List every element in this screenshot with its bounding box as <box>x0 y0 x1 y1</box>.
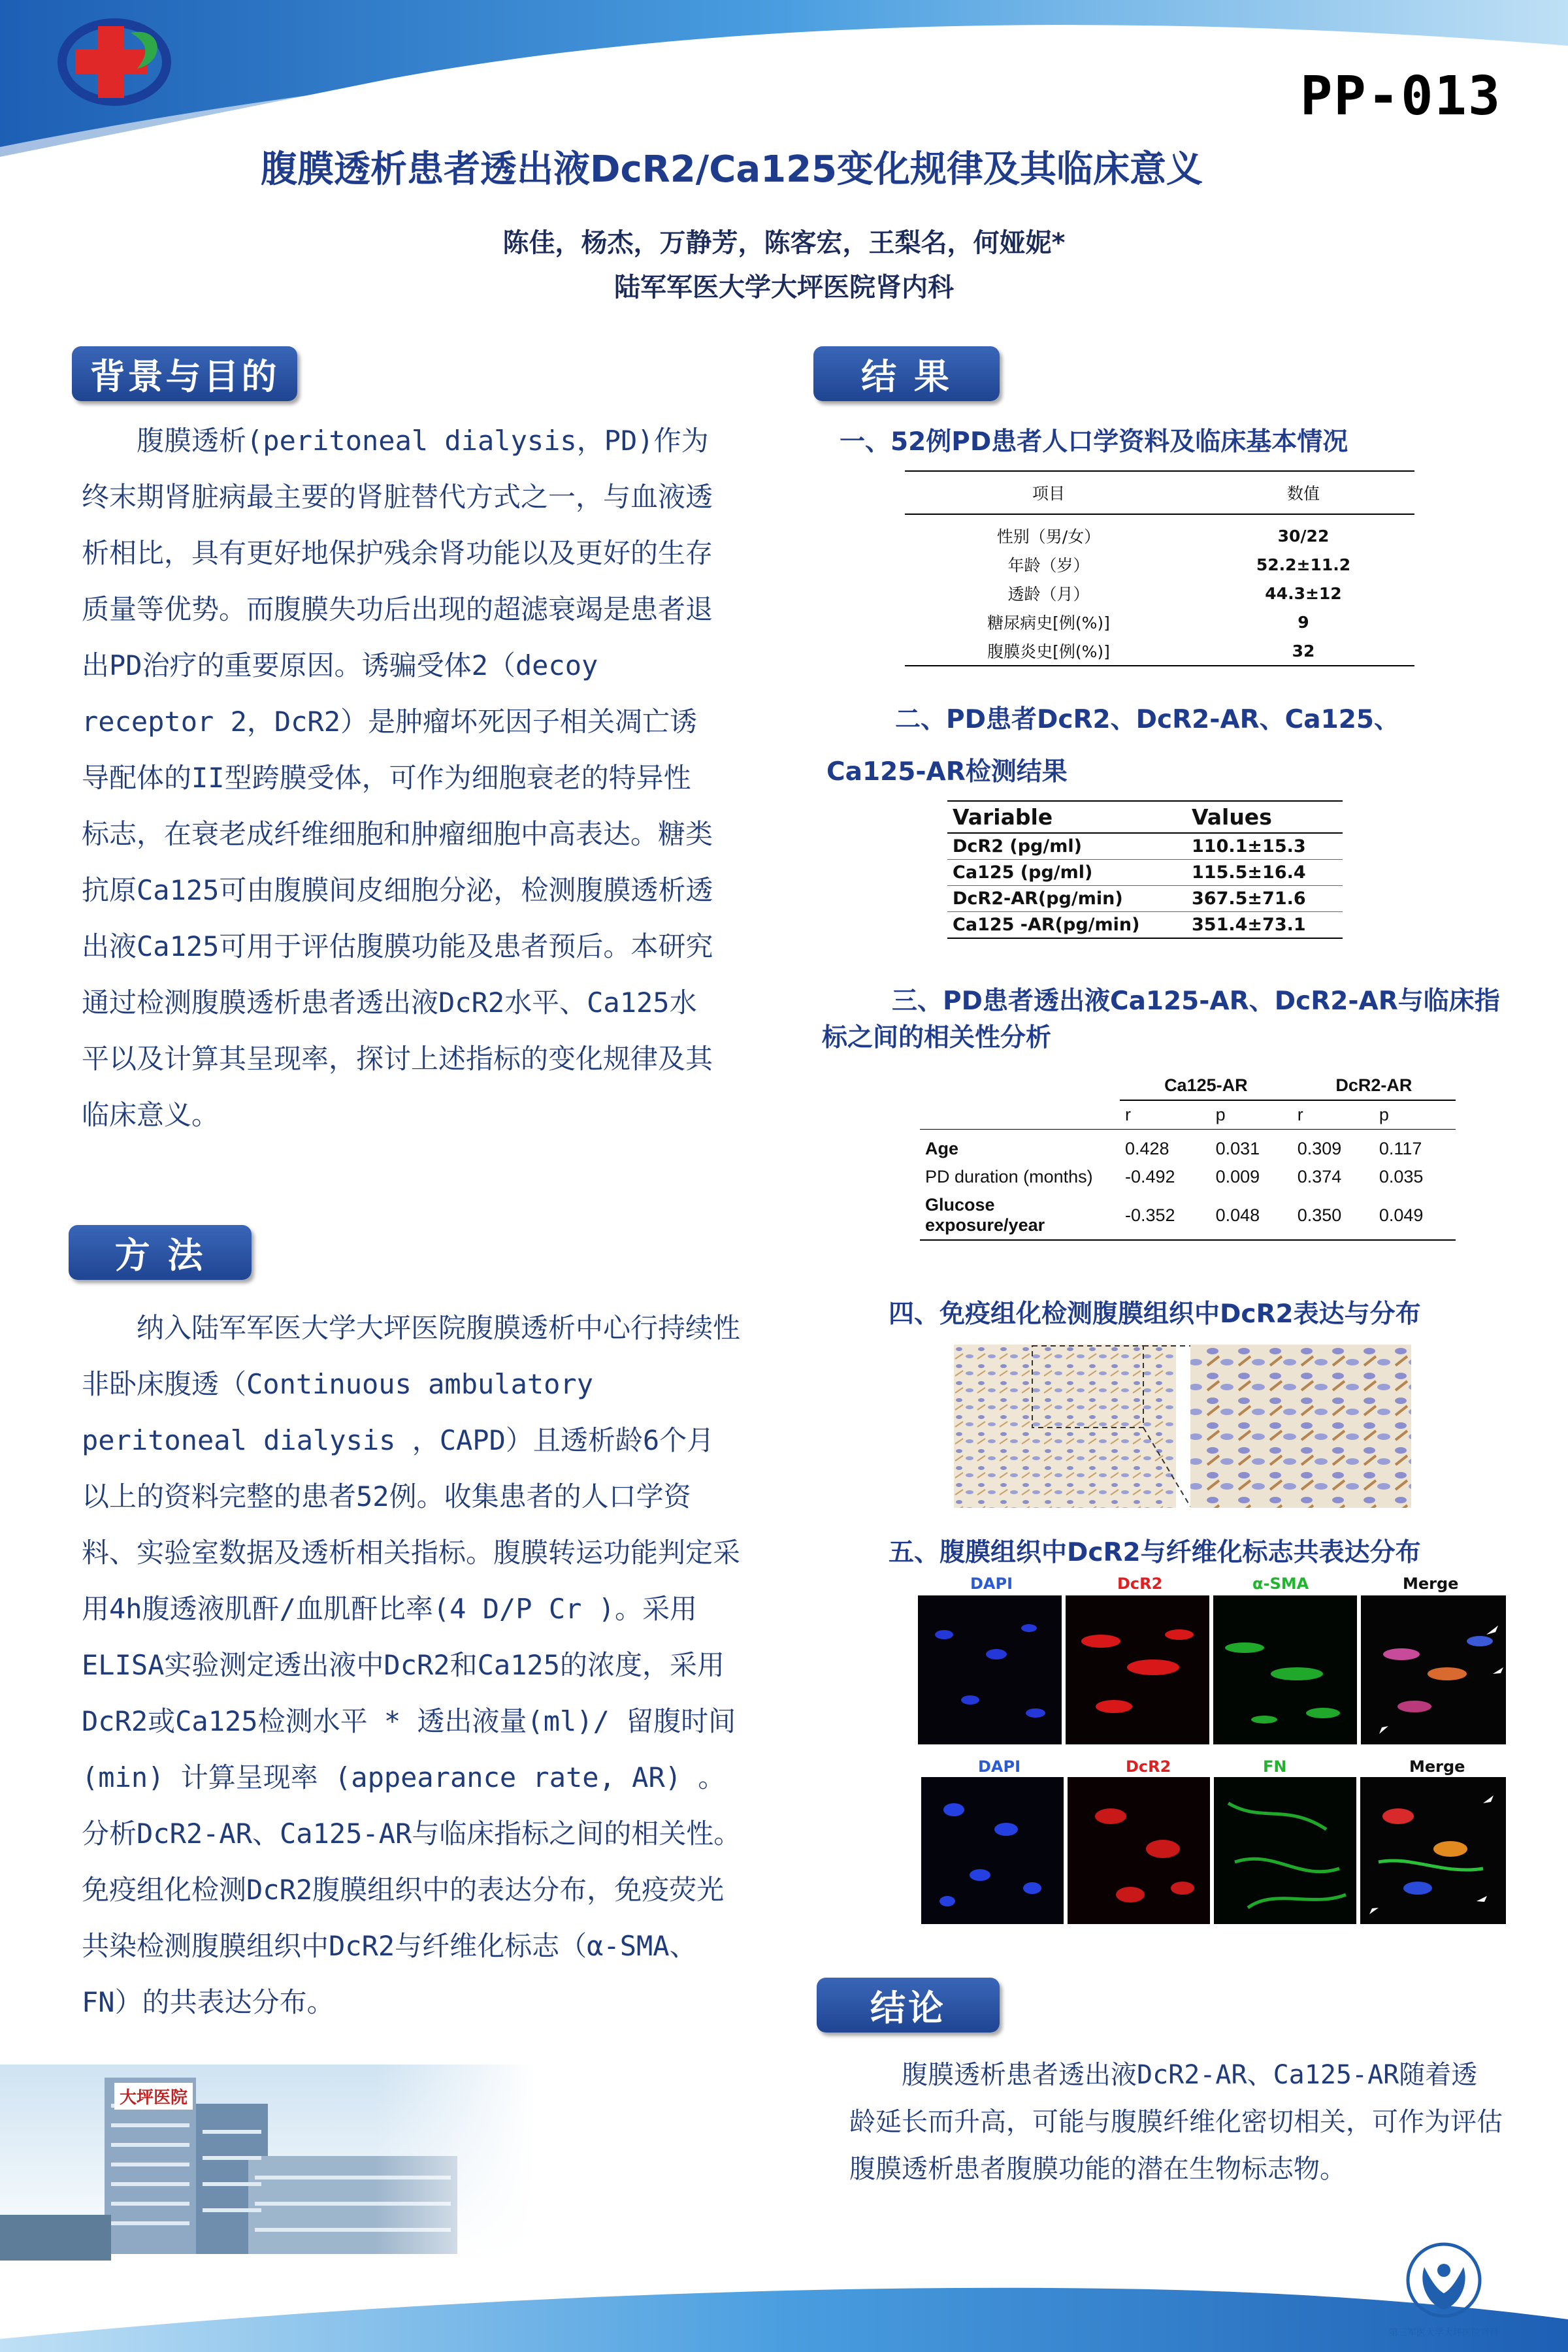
section-results-heading: 结 果 <box>813 346 1000 401</box>
t3-cell: -0.352 <box>1125 1205 1175 1225</box>
biomarker-table <box>947 800 1343 939</box>
t2-cell: 115.5±16.4 <box>1192 862 1306 883</box>
t1-cell: 性别（男/女） <box>996 527 1101 546</box>
affiliation: 陆军军医大学大坪医院肾内科 <box>614 272 954 302</box>
t2-header-values: Values <box>1192 804 1272 830</box>
section-conclusion-heading: 结论 <box>817 1978 1000 2033</box>
t3-group-dcr2: DcR2-AR <box>1292 1071 1456 1100</box>
t3-cell: 0.009 <box>1215 1167 1260 1186</box>
result4-title: 四、免疫组化检测腹膜组织中DcR2表达与分布 <box>889 1299 1421 1329</box>
result1-title: 一、52例PD患者人口学资料及临床基本情况 <box>840 427 1348 457</box>
if-row1-images <box>918 1595 1506 1744</box>
t3-cell: 0.374 <box>1297 1167 1342 1186</box>
t1-cell: 52.2±11.2 <box>1256 555 1351 574</box>
t3-cell: 0.049 <box>1379 1205 1424 1225</box>
t1-header-item: 项目 <box>1032 484 1065 503</box>
t3-sub: p <box>1379 1105 1389 1124</box>
result2-title-line2: Ca125-AR检测结果 <box>826 757 1068 787</box>
t2-header-variable: Variable <box>953 804 1053 830</box>
t1-cell: 44.3±12 <box>1265 583 1342 603</box>
result5-title: 五、腹膜组织中DcR2与纤维化标志共表达分布 <box>889 1538 1421 1567</box>
t3-cell: -0.492 <box>1125 1167 1175 1186</box>
t1-cell: 腹膜炎史[例(%)] <box>987 642 1110 661</box>
t3-row-label: Glucose exposure/year <box>925 1195 1045 1235</box>
hospital-sign: 大坪医院 <box>114 2083 193 2110</box>
section-methods-heading: 方 法 <box>69 1225 252 1280</box>
t2-cell: 110.1±15.3 <box>1192 836 1306 857</box>
t2-cell: DcR2 (pg/ml) <box>953 836 1082 857</box>
conclusion-paragraph: 腹膜透析患者透出液DcR2-AR、Ca125-AR随着透龄延长而升高，可能与腹膜纤维化密切相关，可作为评估腹膜透析患者腹膜功能的潜在生物标志物。 <box>849 2060 1503 2184</box>
t2-cell: 367.5±71.6 <box>1192 889 1306 909</box>
if-row1-labels <box>918 1575 1506 1598</box>
ihc-staining-image <box>954 1345 1411 1508</box>
t1-cell: 32 <box>1292 641 1315 661</box>
t3-cell: 0.428 <box>1125 1139 1169 1158</box>
poster-id: PP-013 <box>1300 65 1502 127</box>
t3-row-label: PD duration (months) <box>925 1167 1093 1186</box>
background-paragraph: 腹膜透析(peritoneal dialysis，PD)作为终末期肾脏病最主要的肾脏替代方式之一，与血液透析相比，具有更好地保护残余肾功能以及更好的生存质量等优势。而腹膜失功后出现的超滤衰竭是患者退出PD治疗的重要原因。诱骗受体2（decoy receptor 2，DcR2）是肿瘤坏死因子相关凋亡诱导配体的II型跨膜受体，可作为细胞衰老的特异性标志，在衰老成纤维细胞和肿瘤细胞中高表达。糖类抗原Ca125可由腹膜间皮细胞分泌，检测腹膜透析透出液Ca125可用于评估腹膜功能及患者预后。本研究通过检测腹膜透析患者透出液DcR2水平、Ca125水平以及计算其呈现率，探讨上述指标的变化规律及其临床意义。 <box>82 425 713 1131</box>
correlation-table <box>920 1071 1456 1241</box>
demographics-table <box>905 470 1414 666</box>
t1-cell: 9 <box>1298 612 1309 632</box>
t2-cell: Ca125 -AR(pg/min) <box>953 915 1140 935</box>
result3-title: 三、PD患者透出液Ca125-AR、DcR2-AR与临床指标之间的相关性分析 <box>822 987 1500 1053</box>
t3-sub: r <box>1297 1105 1303 1124</box>
if-label-fn: FN <box>1263 1757 1287 1776</box>
background-text-block <box>82 413 715 1143</box>
t1-cell: 30/22 <box>1277 526 1330 546</box>
t2-cell: 351.4±73.1 <box>1192 915 1306 935</box>
hospital-logo <box>52 7 176 118</box>
methods-text-block <box>82 1300 742 2031</box>
t3-group-ca125: Ca125-AR <box>1120 1071 1292 1100</box>
t2-cell: Ca125 (pg/ml) <box>953 862 1093 883</box>
t1-header-value: 数值 <box>1286 484 1320 503</box>
t3-cell: 0.117 <box>1379 1139 1422 1158</box>
if-label-dcr2: DcR2 <box>1117 1575 1163 1593</box>
poster-title: 腹膜透析患者透出液DcR2/Ca125变化规律及其临床意义 <box>261 148 1203 191</box>
t1-cell: 透龄（月） <box>1007 585 1090 604</box>
t3-row-label: Age <box>925 1139 959 1158</box>
t3-cell: 0.309 <box>1297 1139 1342 1158</box>
footer-wave-band <box>0 2208 1568 2352</box>
t1-cell: 糖尿病史[例(%)] <box>987 613 1110 632</box>
t1-cell: 年龄（岁） <box>1007 556 1090 575</box>
t3-sub: r <box>1125 1105 1131 1124</box>
department-logo-caption: 第三军医大学大坪医院肾科 <box>1389 2328 1499 2338</box>
if-label-dcr2: DcR2 <box>1126 1757 1171 1776</box>
section-background-heading: 背景与目的 <box>72 346 297 401</box>
if-label-merge: Merge <box>1409 1757 1465 1776</box>
methods-paragraph: 纳入陆军军医大学大坪医院腹膜透析中心行持续性非卧床腹透（Continuous ambulatory peritoneal dialysis ，CAPD）且透析龄6个月以上的资料完整的患者52例。收集患者的人口学资料、实验室数据及透析相关指标。腹膜转运功能判定采用4h腹透液肌酐/血肌酐比率(4 D/P Cr )。采用ELISA实验测定透出液中DcR2和Ca125的浓度，采用DcR2或Ca125检测水平 * 透出液量(ml)/ 留腹时间 (min) 计算呈现率 (appearance rate, AR) 。分析DcR2-AR、Ca125-AR与临床指标之间的相关性。免疫组化检测DcR2腹膜组织中的表达分布，免疫荧光共染检测腹膜组织中DcR2与纤维化标志（α-SMA、FN）的共表达分布。 <box>82 1312 742 2018</box>
if-label-dapi: DAPI <box>978 1757 1021 1776</box>
if-label-merge: Merge <box>1403 1575 1459 1593</box>
t3-cell: 0.048 <box>1215 1205 1260 1225</box>
conclusion-text-block <box>849 2051 1503 2193</box>
department-logo <box>1372 2234 1516 2339</box>
if-label-asma: α-SMA <box>1252 1575 1309 1593</box>
if-row2-images <box>921 1777 1506 1924</box>
t3-cell: 0.035 <box>1379 1167 1424 1186</box>
result2-title-line1: 二、PD患者DcR2、DcR2-AR、Ca125、 <box>895 705 1400 734</box>
t2-cell: DcR2-AR(pg/min) <box>953 889 1123 909</box>
t3-cell: 0.031 <box>1215 1139 1260 1158</box>
t3-cell: 0.350 <box>1297 1205 1342 1225</box>
t3-sub: p <box>1215 1105 1226 1124</box>
if-label-dapi: DAPI <box>970 1575 1013 1593</box>
author-list: 陈佳，杨杰，万静芳，陈客宏，王梨名，何娅妮* <box>502 228 1066 258</box>
